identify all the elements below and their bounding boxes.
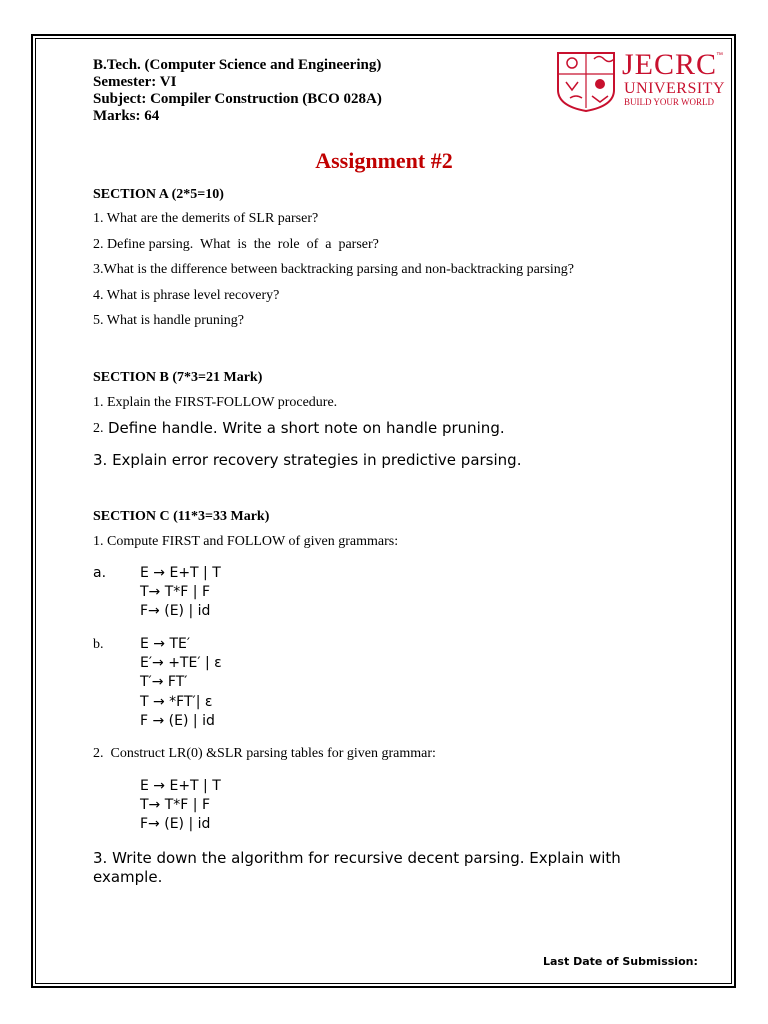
- subject-line: Subject: Compiler Construction (BCO 028A): [93, 91, 382, 107]
- program-line: B.Tech. (Computer Science and Engineering): [93, 57, 382, 73]
- grammar-a-line: T→ T*F | F: [140, 584, 211, 600]
- marks-line: Marks: 64: [93, 108, 160, 124]
- section-b-q3: 3. Explain error recovery strategies in predictive parsing.: [93, 451, 522, 469]
- section-b-q2-number: 2.: [93, 421, 104, 436]
- grammar-b-line: F → (E) | id: [140, 713, 215, 729]
- last-date-label: Last Date of Submission:: [543, 955, 698, 968]
- section-a-q5: 5. What is handle pruning?: [93, 313, 244, 328]
- section-a-heading: SECTION A (2*5=10): [93, 187, 224, 202]
- grammar-b-line: E′→ +TE′ | ε: [140, 655, 222, 671]
- grammar-a-line: F→ (E) | id: [140, 603, 211, 619]
- jecrc-university-logo: [556, 50, 726, 112]
- semester-line: Semester: VI: [93, 74, 177, 90]
- grammar-q2-line: F→ (E) | id: [140, 816, 211, 832]
- section-a-q4: 4. What is phrase level recovery?: [93, 288, 280, 303]
- section-a-q3: 3.What is the difference between backtracking parsing and non-backtracking parsing?: [93, 262, 574, 277]
- grammar-a-label: a.: [93, 565, 107, 581]
- section-c-q1: 1. Compute FIRST and FOLLOW of given grammars:: [93, 534, 399, 549]
- section-c-q3-line1: 3. Write down the algorithm for recursive decent parsing. Explain with: [93, 849, 621, 867]
- section-a-q2: 2. Define parsing. What is the role of a parser?: [93, 237, 379, 252]
- assignment-title: Assignment #2: [315, 148, 453, 173]
- section-c-q3-line2: example.: [93, 868, 163, 886]
- trademark-mark: ™: [716, 52, 723, 59]
- section-c-heading: SECTION C (11*3=33 Mark): [93, 509, 270, 524]
- logo-tagline: BUILD YOUR WORLD: [624, 97, 714, 107]
- section-a-q1: 1. What are the demerits of SLR parser?: [93, 211, 319, 226]
- logo-university: UNIVERSITY: [624, 80, 725, 97]
- section-c-q2: 2. Construct LR(0) &SLR parsing tables for given grammar:: [93, 746, 436, 761]
- grammar-q2-line: T→ T*F | F: [140, 797, 211, 813]
- grammar-b-line: E → TE′: [140, 636, 191, 652]
- grammar-b-line: T′→ FT′: [140, 674, 188, 690]
- section-b-q1: 1. Explain the FIRST-FOLLOW procedure.: [93, 395, 338, 410]
- grammar-b-line: T → *FT′| ε: [140, 694, 213, 710]
- logo-name: JECRC: [622, 48, 718, 81]
- grammar-q2-line: E → E+T | T: [140, 778, 221, 794]
- section-b-q2: Define handle. Write a short note on handle pruning.: [108, 419, 505, 437]
- grammar-b-label: b.: [93, 637, 104, 652]
- grammar-a-line: E → E+T | T: [140, 565, 221, 581]
- section-b-heading: SECTION B (7*3=21 Mark): [93, 370, 263, 385]
